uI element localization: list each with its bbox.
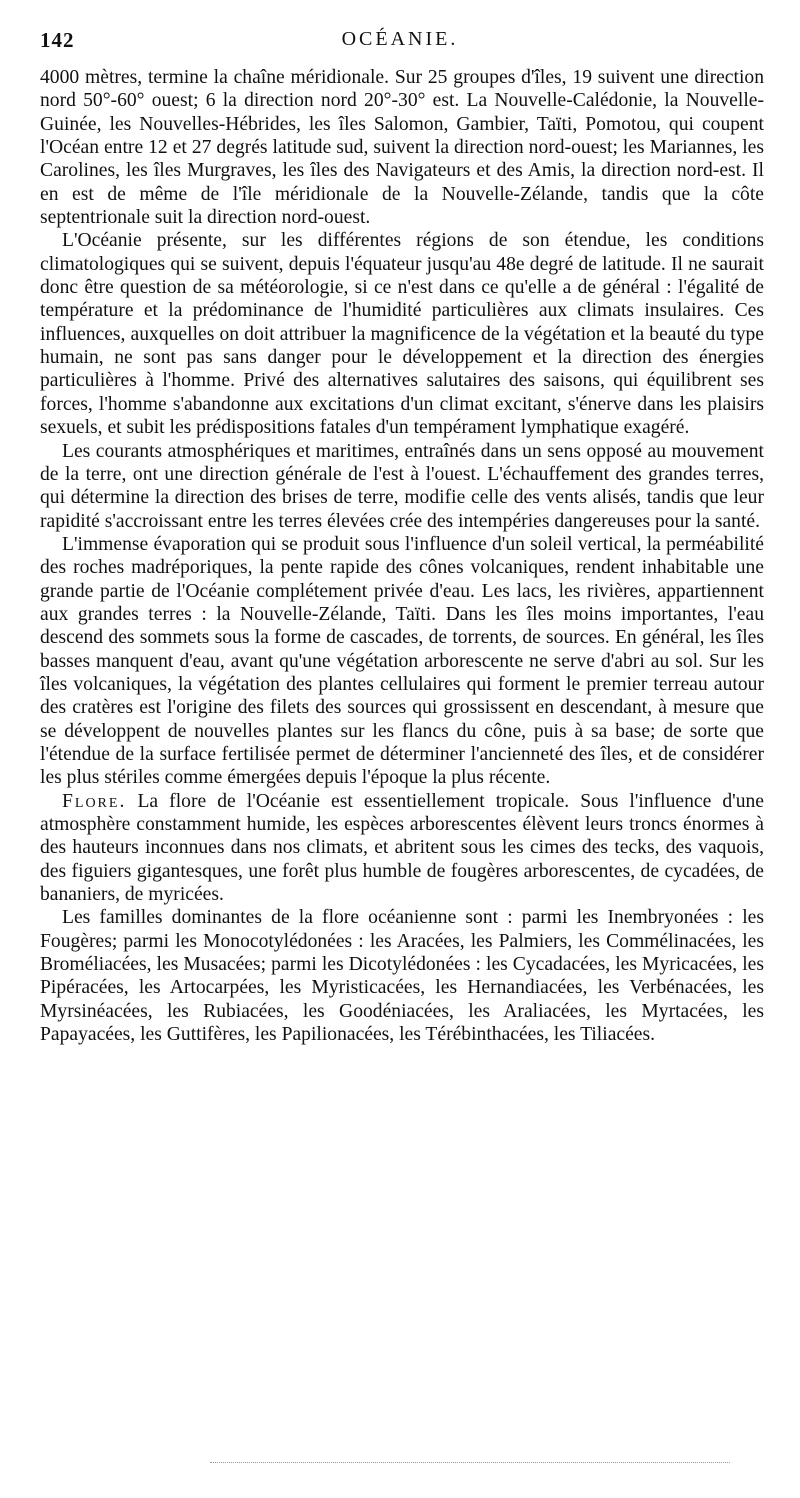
paragraph-climate: L'Océanie présente, sur les différentes régions de son étendue, les conditions climatologiques qui se suivent, depuis l'équateur jusqu'au 48e degré de latitude. Il ne saurait donc être question de sa météorologie, si ce n'est dans ce qu'elle a de général : l'égalité de température et la prédominance de l'humidité particulières aux climats insulaires. Ces influences, auxquelles on doit attribuer la magnificence de la végétation et la beauté du type humain, ne sont pas sans danger pour le développement et la direction des énergies particulières à l'homme. Privé des alternatives salutaires des saisons, qui équilibrent ses forces, l'homme s'abandonne aux excitations d'un climat excitant, s'énerve dans les plaisirs sexuels, et subit les prédispositions fatales d'un tempérament lymphatique exagéré. [40, 230, 764, 439]
section-lead-flore: Flore. [62, 790, 127, 812]
running-head [40, 28, 760, 58]
page-number: 142 [40, 28, 75, 52]
footer-rule [210, 1462, 730, 1463]
paragraph-flora [40, 790, 764, 907]
paragraph-currents: Les courants atmosphériques et maritimes, entraînés dans un sens opposé au mouvement de la terre, ont une direction générale de l'est à l'ouest. L'échauffement des grandes terres, qui détermine la direction des brises de terre, modifie celle des vents alisés, tandis que leur rapidité s'accroissant entre les terres élevées crée des intempéries dangereuses pour la santé. [40, 440, 764, 532]
running-title: OCÉANIE. [341, 28, 459, 50]
paragraph-water: L'immense évaporation qui se produit sous l'influence d'un soleil vertical, la perméabilité des roches madréporiques, la pente rapide des cônes volcaniques, rendent inhabitable une grande partie de l'Océanie complétement privée d'eau. Les lacs, les rivières, appartiennent aux grandes terres : la Nouvelle-Zélande, Taïti. Dans les îles moins importantes, l'eau descend des sommets sous la forme de cascades, de torrents, de sources. En général, les îles basses manquent d'eau, avant qu'une végétation arborescente ne serve d'abri au sol. Sur les îles volcaniques, la végétation des plantes cellulaires qui forment le premier terreau autour des cratères est l'origine des filets des sources qui grossissent en descendant, à mesure que se développent de nouvelles plantes sur les flancs du cône, puis à sa base; de sorte que l'étendue de la surface fertilisée permet de déterminer l'ancienneté des îles, et de considérer les plus stériles comme émergées depuis l'époque la plus récente. [40, 533, 764, 789]
body-text [40, 66, 764, 1046]
paragraph-island-directions: 4000 mètres, termine la chaîne méridionale. Sur 25 groupes d'îles, 19 suivent une direction nord 50°-60° ouest; 6 la direction nord 20°-30° est. La Nouvelle-Calédonie, la Nouvelle-Guinée, les Nouvelles-Hébrides, les îles Salomon, Gambier, Taïti, Pomotou, qui coupent l'Océan entre 12 et 27 degrés latitude sud, suivent la direction nord-ouest; les Mariannes, les Carolines, les îles Murgraves, les îles des Navigateurs et des Amis, la direction nord-est. Il en est de même de l'île méridionale de la Nouvelle-Zélande, tandis que la côte septentrionale suit la direction nord-ouest. [40, 67, 764, 229]
paragraph-plant-families: Les familles dominantes de la flore océanienne sont : parmi les Inembryonées : les Fougères; parmi les Monocotylédonées : les Aracées, les Palmiers, les Commélinacées, les Broméliacées, les Musacées; parmi les Dicotylédonées : les Cycadacées, les Myricacées, les Pipéracées, les Artocarpées, les Myristicacées, les Hernandiacées, les Verbénacées, les Myrsinéacées, les Rubiacées, les Goodéniacées, les Araliacées, les Myrtacées, les Papayacées, les Guttifères, les Papilionacées, les Térébinthacées, les Tiliacées. [40, 907, 764, 1046]
paragraph-flora-text: La flore de l'Océanie est essentiellement tropicale. Sous l'influence d'une atmosphère constamment humide, les espèces arborescentes élèvent leurs troncs énormes à des hauteurs inconnues dans nos climats, et abritent sous les cimes des tecks, des vaquois, des figuiers gigantesques, une forêt plus humble de fougères arborescentes, de cycadées, de bananiers, de myricées. [40, 790, 764, 906]
